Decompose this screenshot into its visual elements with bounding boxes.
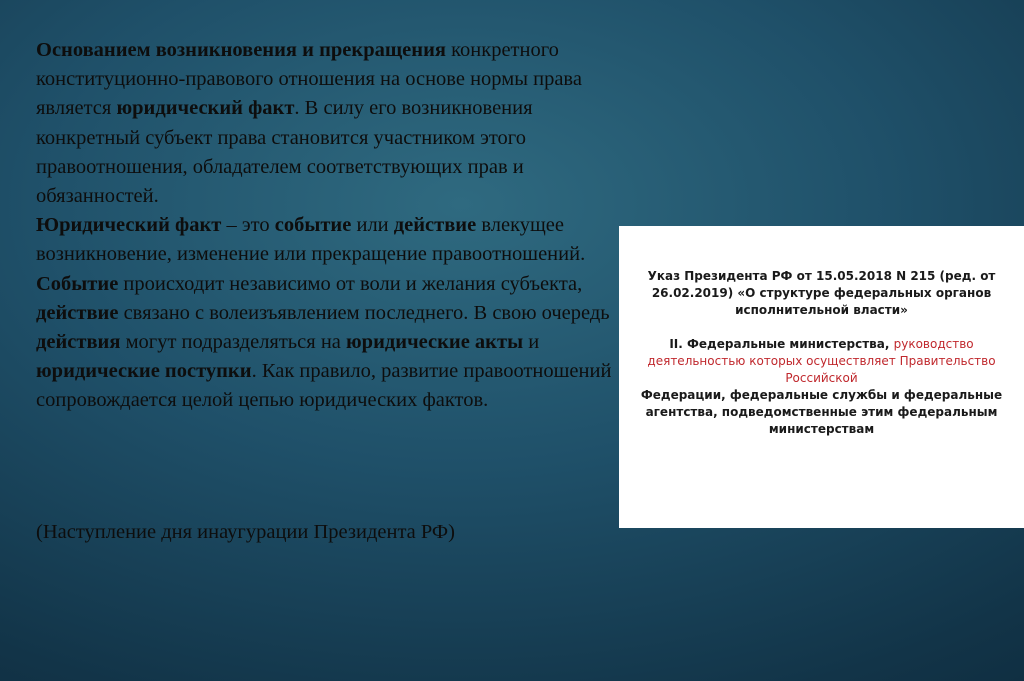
text-bold: действие [36, 301, 119, 324]
decree-section-end: Федерации, федеральные службы и федеральные агентства, подведомственные этим федеральным министерствам [640, 388, 1003, 436]
text-plain: конкретного конституционно-правового отношения на основе нормы права является [36, 39, 582, 120]
text-plain: . В силу его возникновения конкретный субъект права становится участником этого правоотношения, обладателем соответствующих прав и обязанностей. [36, 97, 533, 208]
paragraph-basis [36, 36, 636, 211]
text-bold: действия [36, 331, 121, 354]
text-plain: и [523, 331, 540, 354]
decree-document-card [619, 226, 1024, 528]
text-plain: или [351, 214, 394, 237]
text-plain: – это [221, 214, 275, 237]
section-start: II. Федеральные министерства, [669, 337, 894, 351]
text-plain: связано с волеизъявлением последнего. В свою очередь [118, 301, 610, 324]
decree-section [633, 336, 1010, 387]
text-bold: Событие [36, 272, 119, 295]
caption: (Наступление дня инаугурации Президента РФ) [36, 521, 455, 543]
decree-title: Указ Президента РФ от 15.05.2018 N 215 (ред. от 26.02.2019) «О структуре федеральных органов исполнительной власти» [647, 269, 996, 317]
main-text [36, 36, 636, 416]
text-plain: влекущее возникновение, изменение или прекращение правоотношений. [36, 214, 586, 266]
text-plain: . Как правило, развитие правоотношений сопровождается целой цепью юридических фактов. [36, 360, 612, 412]
text-bold: действие [393, 214, 477, 237]
text-plain: происходит независимо от воли и желания субъекта, [118, 272, 583, 295]
paragraph-event-action [36, 270, 636, 416]
text-bold: Юридический факт [36, 214, 222, 237]
text-bold: юридические поступки [36, 360, 252, 383]
text-plain: могут подразделяться на [120, 331, 347, 354]
text-bold: юридические акты [346, 331, 524, 354]
text-bold: юридический факт [116, 97, 295, 120]
text-bold: Основанием возникновения и прекращения [36, 39, 446, 61]
paragraph-definition [36, 211, 636, 269]
text-bold: событие [274, 214, 352, 237]
section-highlight: руководство деятельностью которых осуществляет Правительство Российской [647, 337, 996, 385]
